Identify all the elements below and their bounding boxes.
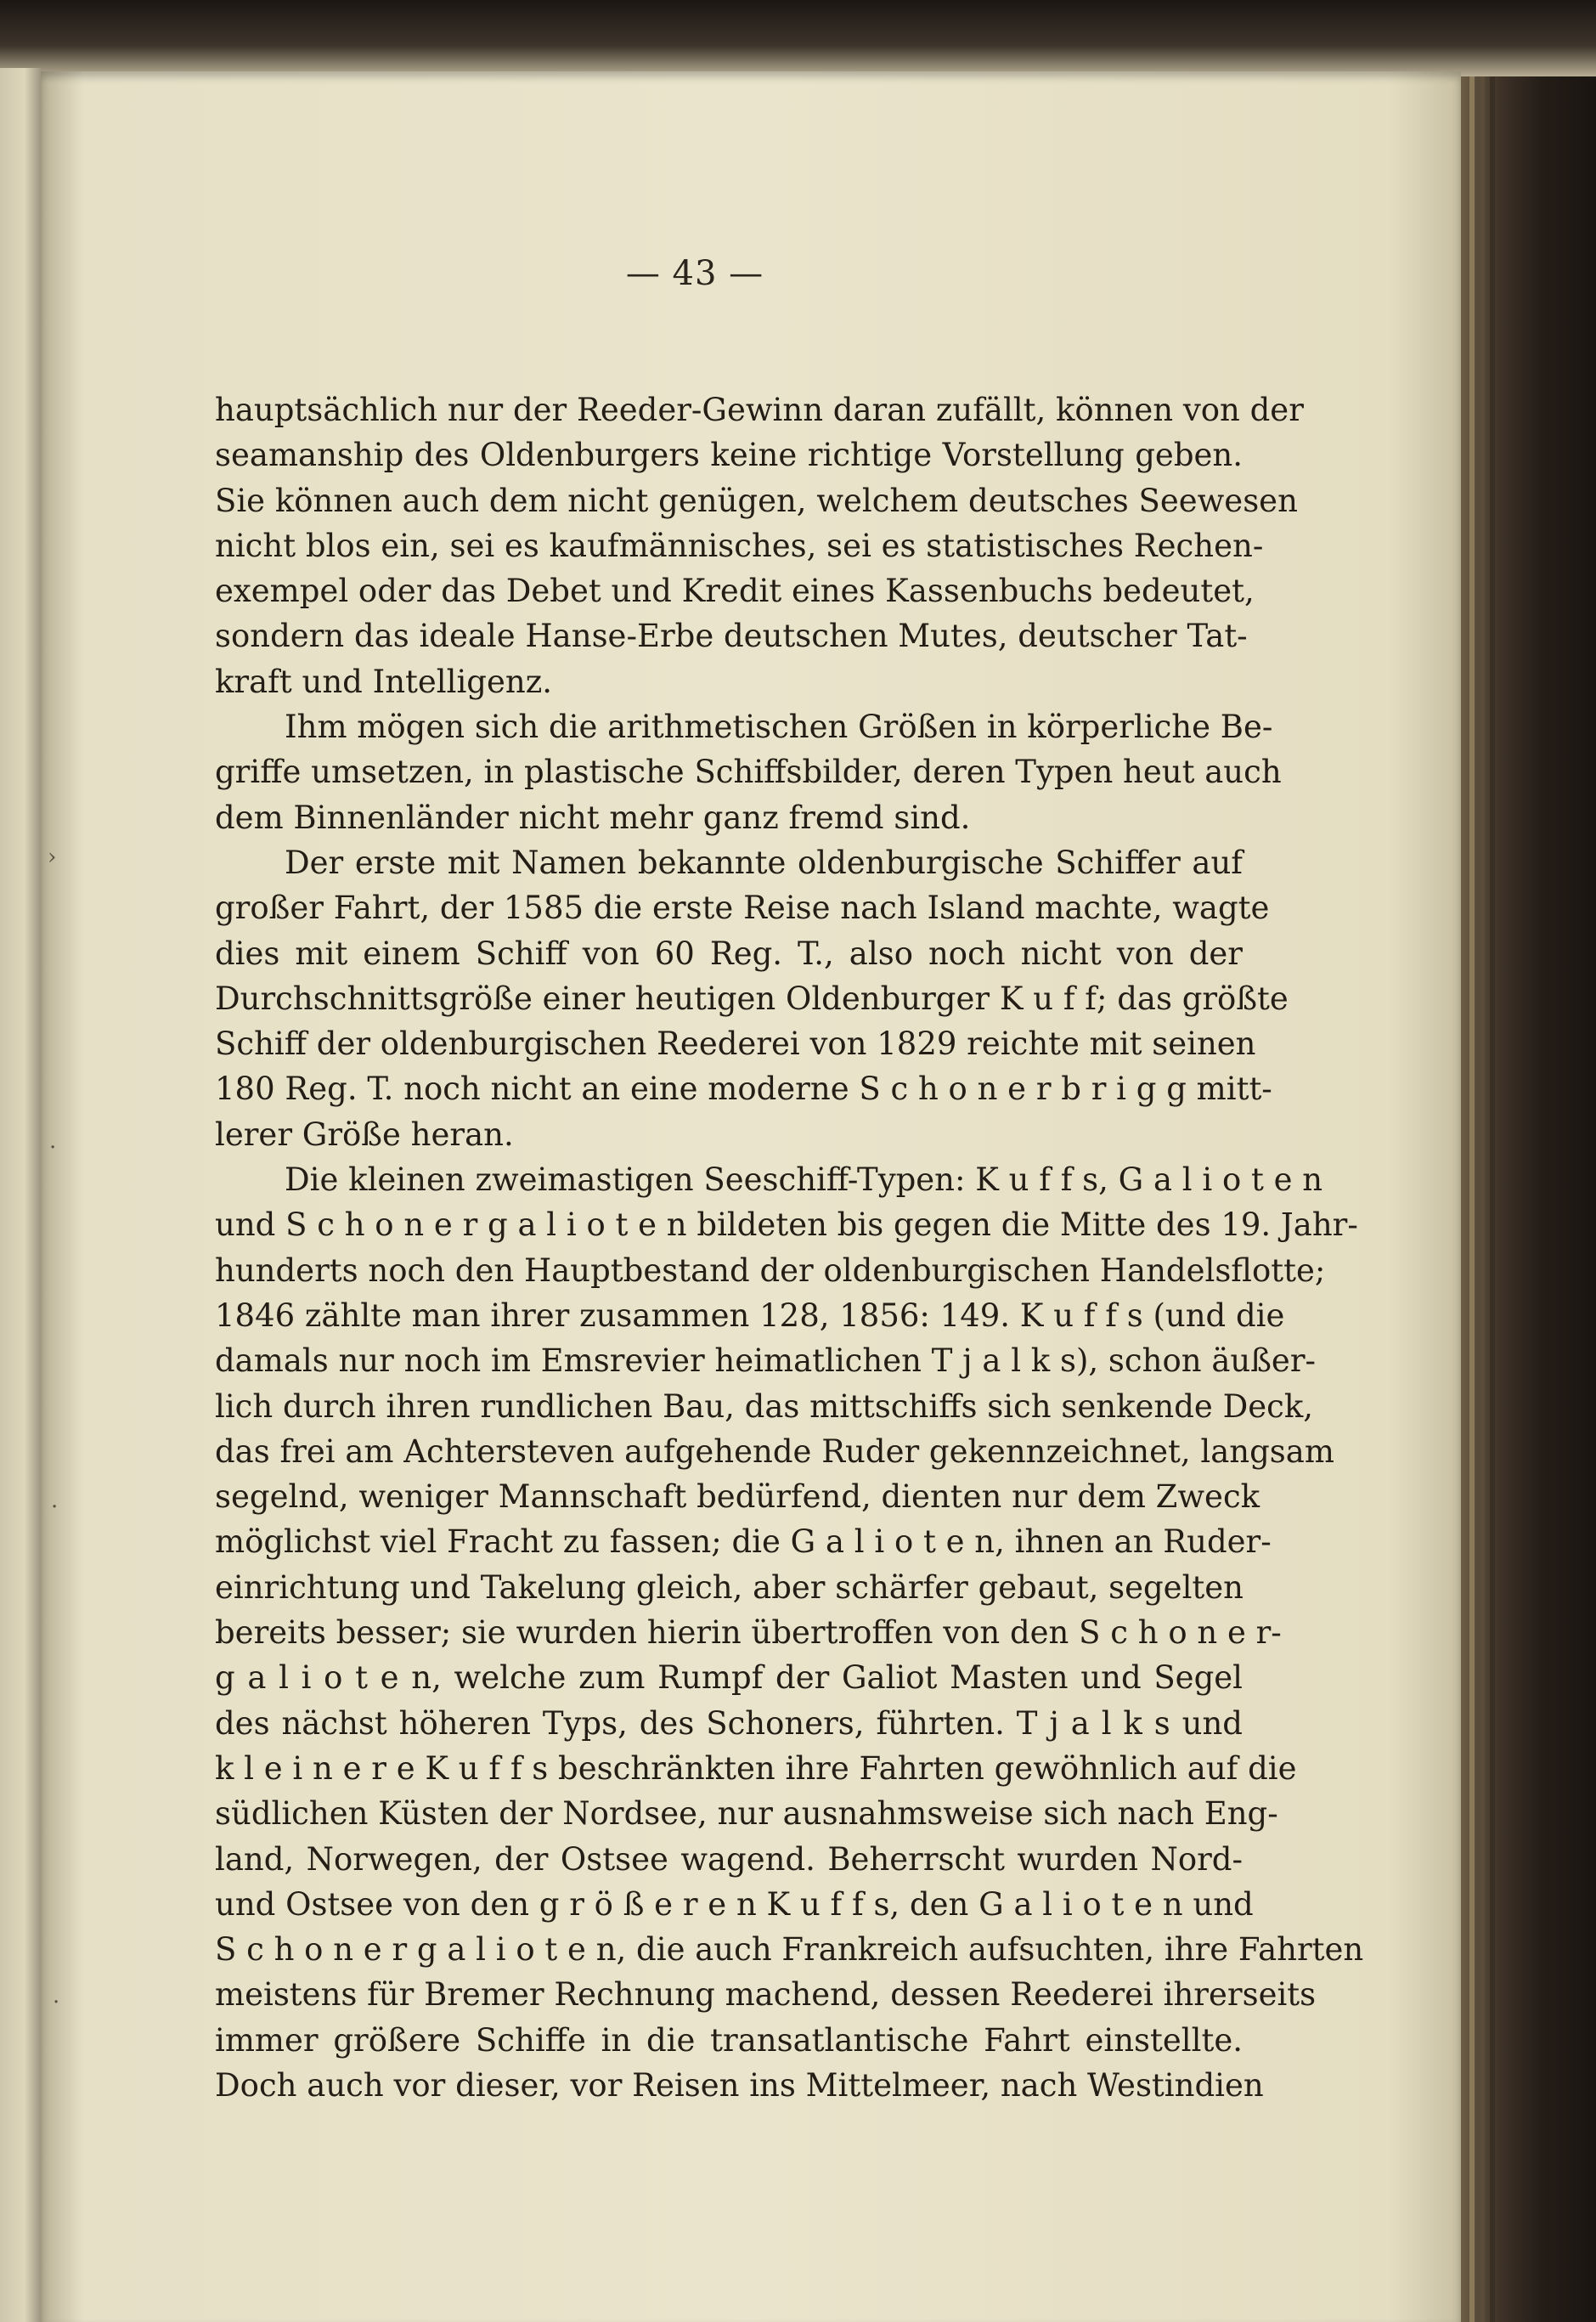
text-line: 1846 zählte man ihrer zusammen 128, 1856: 149. K u f f s (und die — [215, 1297, 1285, 1334]
text-line: sondern das ideale Hanse-Erbe deutschen Mutes, deutscher Tat- — [215, 618, 1248, 655]
text-line: Der erste mit Namen bekannte oldenburgische Schiffer auf — [285, 844, 1243, 881]
page-edge-stripe — [1490, 76, 1495, 2322]
page-number: — 43 — — [625, 254, 764, 293]
margin-mark: · — [51, 1494, 59, 1520]
text-line: lerer Größe heran. — [215, 1116, 514, 1153]
text-line: Durchschnittsgröße einer heutigen Oldenburger K u f f; das größte — [215, 980, 1289, 1017]
body-text — [215, 387, 1364, 2108]
text-line: exempel oder das Debet und Kredit eines Kassenbuchs bedeutet, — [215, 573, 1255, 610]
text-line: S c h o n e r g a l i o t e n, die auch Frankreich aufsuchten, ihre Fahrten — [215, 1931, 1364, 1969]
text-line: das frei am Achtersteven aufgehende Ruder gekennzeichnet, langsam — [215, 1432, 1334, 1470]
text-line: Schiff der oldenburgischen Reederei von 1829 reichte mit seinen — [215, 1025, 1256, 1063]
text-line: hauptsächlich nur der Reeder-Gewinn daran zufällt, können von der — [215, 392, 1304, 428]
text-line: kraft und Intelligenz. — [215, 663, 552, 700]
margin-mark: · — [53, 1990, 60, 2015]
book-right-edge — [1461, 76, 1596, 2322]
text-line: Doch auch vor dieser, vor Reisen ins Mittelmeer, nach Westindien — [215, 2066, 1264, 2104]
text-line: Die kleinen zweimastigen Seeschiff-Typen: K u f f s, G a l i o t e n — [285, 1161, 1323, 1199]
text-line: möglichst viel Fracht zu fassen; die G a l i o t e n, ihnen an Ruder- — [215, 1523, 1272, 1561]
page-edge-stripe — [1480, 76, 1485, 2322]
text-line: und Ostsee von den g r ö ß e r e n K u f f s, den G a l i o t e n und — [215, 1885, 1254, 1923]
book-page — [41, 71, 1461, 2322]
text-line: damals nur noch im Emsrevier heimatlichen T j a l k s), schon äußer- — [215, 1342, 1317, 1380]
text-line: g a l i o t e n, welche zum Rumpf der Galiot Masten und Segel — [215, 1659, 1243, 1697]
text-line: einrichtung und Takelung gleich, aber schärfer gebaut, segelten — [215, 1568, 1244, 1606]
text-line: südlichen Küsten der Nordsee, nur ausnahmsweise sich nach Eng- — [215, 1795, 1278, 1833]
text-line: nicht blos ein, sei es kaufmännisches, sei es statistisches Rechen- — [215, 527, 1264, 564]
left-page-edge — [0, 68, 41, 2322]
text-line: segelnd, weniger Mannschaft bedürfend, dienten nur dem Zweck — [215, 1478, 1260, 1516]
text-line: des nächst höheren Typs, des Schoners, führten. T j a l k s und — [215, 1704, 1243, 1742]
text-line: k l e i n e r e K u f f s beschränkten ihre Fahrten gewöhnlich auf die — [215, 1749, 1297, 1787]
text-line: lich durch ihren rundlichen Bau, das mittschiffs sich senkende Deck, — [215, 1387, 1314, 1425]
text-line: griffe umsetzen, in plastische Schiffsbilder, deren Typen heut auch — [215, 754, 1282, 791]
text-line: dem Binnenländer nicht mehr ganz fremd sind. — [215, 799, 971, 836]
text-line: immer größere Schiffe in die transatlantische Fahrt einstellte. — [215, 2021, 1243, 2059]
text-line: großer Fahrt, der 1585 die erste Reise nach Island machte, wagte — [215, 890, 1270, 927]
text-line: Ihm mögen sich die arithmetischen Größen in körperliche Be- — [285, 709, 1273, 746]
text-line: meistens für Bremer Rechnung machend, dessen Reederei ihrerseits — [215, 1976, 1317, 2014]
book-top-edge — [0, 0, 1596, 76]
margin-mark: › — [48, 845, 57, 870]
text-line: seamanship des Oldenburgers keine richtige Vorstellung geben. — [215, 437, 1243, 474]
margin-mark: · — [49, 1135, 57, 1161]
text-line: hunderts noch den Hauptbestand der oldenburgischen Handelsflotte; — [215, 1251, 1326, 1289]
page-edge-stripe — [1469, 76, 1475, 2322]
text-line: bereits besser; sie wurden hierin übertroffen von den S c h o n e r- — [215, 1614, 1282, 1652]
text-line: Sie können auch dem nicht genügen, welchem deutsches Seewesen — [215, 482, 1298, 519]
text-line: dies mit einem Schiff von 60 Reg. T., also noch nicht von der — [215, 935, 1243, 972]
text-line: land, Norwegen, der Ostsee wagend. Beherrscht wurden Nord- — [215, 1840, 1243, 1878]
text-line: 180 Reg. T. noch nicht an eine moderne S c h o n e r b r i g g mitt- — [215, 1071, 1272, 1108]
text-line: und S c h o n e r g a l i o t e n bildeten bis gegen die Mitte des 19. Jahr- — [215, 1206, 1358, 1244]
